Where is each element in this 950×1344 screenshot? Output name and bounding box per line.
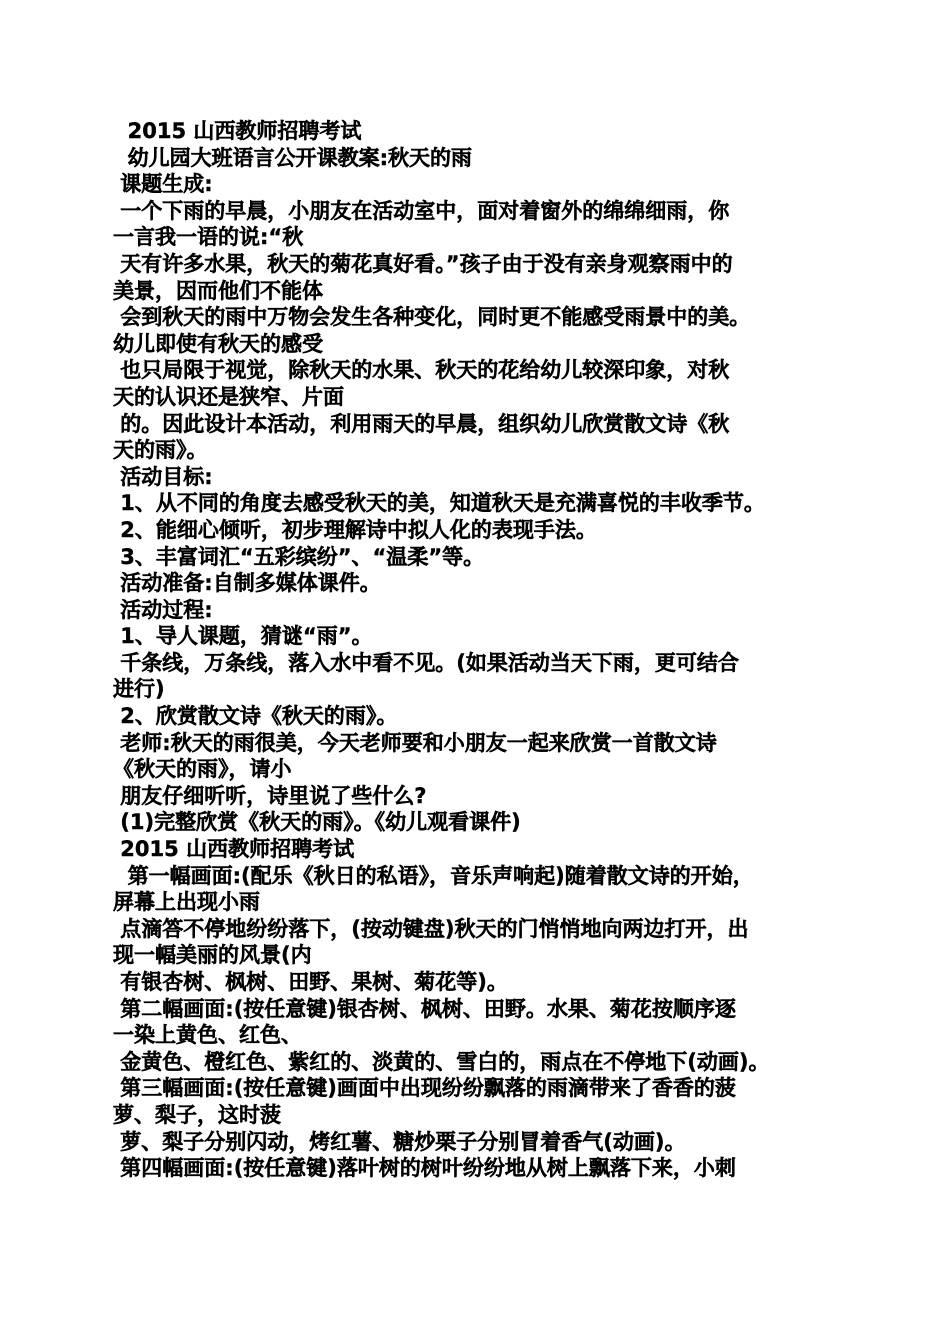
text-line: 2015 山西教师招聘考试	[113, 119, 362, 143]
text-line: 2、欣赏散文诗《秋天的雨》。	[113, 704, 398, 729]
text-line: 金黄色、橙红色、紫红的、淡黄的、雪白的，雨点在不停地下(动画)。	[113, 1049, 770, 1074]
text-line: 一个下雨的早晨，小朋友在活动室中，面对着窗外的绵绵细雨，你	[113, 198, 730, 223]
text-line: 活动过程:	[113, 597, 213, 622]
text-line: 3、丰富词汇“五彩缤纷”、“温柔”等。	[113, 544, 485, 569]
text-line: 课题生成:	[113, 172, 213, 197]
text-line: 现一幅美丽的风景(内	[113, 943, 312, 968]
text-line: 会到秋天的雨中万物会发生各种变化，同时更不能感受雨景中的美。	[113, 305, 751, 330]
text-line: 萝、梨子，这时菠	[113, 1102, 281, 1127]
text-line: 活动准备:自制多媒体课件。	[113, 571, 381, 596]
text-line: 第四幅画面:(按任意键)落叶树的树叶纷纷地从树上飘落下来，小刺	[113, 1156, 736, 1181]
text-line: 活动目标:	[113, 464, 213, 489]
text-line: 一言我一语的说:“秋	[113, 225, 304, 250]
text-line: 天有许多水果，秋天的菊花真好看。”孩子由于没有亲身观察雨中的	[113, 251, 733, 276]
text-line: 千条线，万条线，落入水中看不见。(如果活动当天下雨，更可结合	[113, 650, 739, 675]
text-line: 2015 山西教师招聘考试	[113, 837, 355, 862]
text-line: 天的雨》。	[113, 438, 208, 463]
text-line: 朋友仔细听听，诗里说了些什么?	[113, 783, 427, 808]
text-line: 《秋天的雨》，请小	[113, 757, 292, 782]
text-line: 也只局限于视觉，除秋天的水果、秋天的花给幼儿较深印象，对秋	[113, 358, 730, 383]
document-body	[113, 118, 843, 1182]
text-line: 幼儿园大班语言公开课教案:秋天的雨	[113, 145, 473, 170]
text-line: 点滴答不停地纷纷落下，(按动键盘)秋天的门悄悄地向两边打开，出	[113, 916, 749, 941]
text-line: 2、能细心倾听，初步理解诗中拟人化的表现手法。	[113, 517, 597, 542]
text-line: 屏幕上出现小雨	[113, 890, 260, 915]
text-line: 一染上黄色、红色、	[113, 1023, 302, 1048]
text-line: 1、导人课题，猜谜“雨”。	[113, 624, 373, 649]
text-line: 第二幅画面:(按任意键)银杏树、枫树、田野。水果、菊花按顺序逐	[113, 996, 736, 1021]
text-line: 天的认识还是狭窄、片面	[113, 384, 344, 409]
text-line: 美景，因而他们不能体	[113, 278, 323, 303]
text-line: 第一幅画面:(配乐《秋日的私语》，音乐声响起)随着散文诗的开始，	[113, 863, 754, 888]
text-line: 第三幅画面:(按任意键)画面中出现纷纷飘落的雨滴带来了香香的菠	[113, 1076, 736, 1101]
text-line: 老师:秋天的雨很美，今天老师要和小朋友一起来欣赏一首散文诗	[113, 730, 717, 755]
text-line: 的。因此设计本活动，利用雨天的早晨，组织幼儿欣赏散文诗《秋	[113, 411, 730, 436]
text-line: 幼儿即使有秋天的感受	[113, 331, 323, 356]
text-line: 有银杏树、枫树、田野、果树、菊花等)。	[113, 970, 508, 994]
text-line: (1)完整欣赏《秋天的雨》。《幼儿观看课件)	[113, 810, 521, 835]
text-line: 萝、梨子分别闪动，烤红薯、糖炒栗子分别冒着香气(动画)。	[113, 1129, 686, 1154]
text-line: 1、从不同的角度去感受秋天的美，知道秋天是充满喜悦的丰收季节。	[113, 491, 765, 516]
text-line: 进行)	[113, 677, 165, 702]
